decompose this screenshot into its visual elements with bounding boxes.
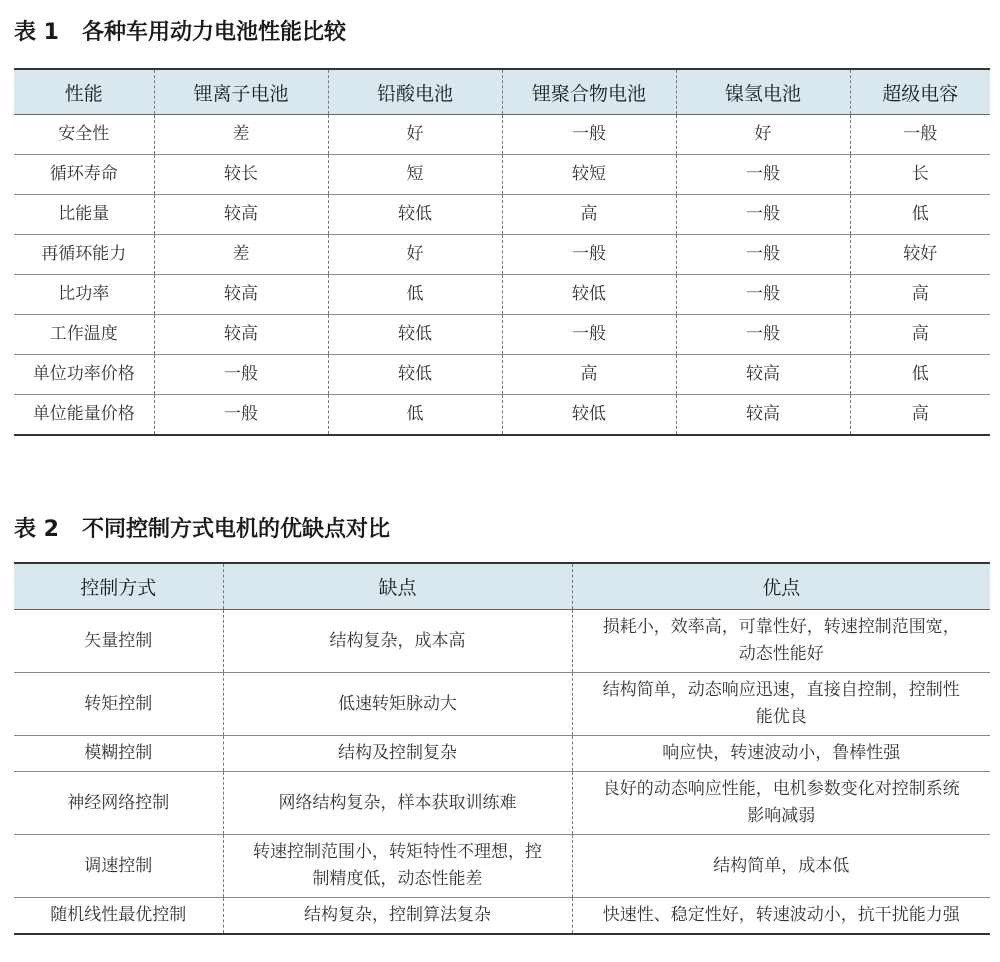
table-cell: 循环寿命 — [14, 155, 154, 195]
table-cell: 神经网络控制 — [14, 772, 223, 835]
table2-header-row — [14, 563, 990, 610]
table-cell: 一般 — [676, 235, 850, 275]
table-row — [14, 736, 990, 772]
table-cell: 低 — [328, 395, 502, 436]
table-cell: 转矩控制 — [14, 673, 223, 736]
table-cell: 低速转矩脉动大 — [223, 673, 572, 736]
table-cell: 单位功率价格 — [14, 355, 154, 395]
table-cell: 好 — [676, 115, 850, 155]
table-cell: 转速控制范围小，转矩特性不理想，控制精度低，动态性能差 — [223, 835, 572, 898]
table-cell: 较低 — [502, 395, 676, 436]
table-cell: 较短 — [502, 155, 676, 195]
table-cell: 差 — [154, 115, 328, 155]
table-cell: 工作温度 — [14, 315, 154, 355]
table-cell: 网络结构复杂，样本获取训练难 — [223, 772, 572, 835]
table-row — [14, 155, 990, 195]
table-cell: 随机线性最优控制 — [14, 898, 223, 935]
table-cell: 一般 — [154, 355, 328, 395]
table-cell: 长 — [850, 155, 990, 195]
table-cell: 好 — [328, 115, 502, 155]
table-cell: 好 — [328, 235, 502, 275]
table1-header-row — [14, 69, 990, 115]
table1-label: 表 1 — [14, 20, 59, 45]
table1-title — [14, 15, 346, 46]
table-cell: 较低 — [502, 275, 676, 315]
table-cell: 模糊控制 — [14, 736, 223, 772]
table-cell: 一般 — [502, 315, 676, 355]
table-cell: 良好的动态响应性能，电机参数变化对控制系统影响减弱 — [572, 772, 990, 835]
table-cell: 响应快，转速波动小，鲁棒性强 — [572, 736, 990, 772]
table-row — [14, 355, 990, 395]
table-cell: 再循环能力 — [14, 235, 154, 275]
table-cell: 结构复杂，成本高 — [223, 610, 572, 673]
table-cell: 结构简单，动态响应迅速，直接自控制，控制性能优良 — [572, 673, 990, 736]
table-cell: 较高 — [676, 395, 850, 436]
table-row — [14, 610, 990, 673]
table-cell: 结构复杂，控制算法复杂 — [223, 898, 572, 935]
table-cell: 较高 — [154, 315, 328, 355]
table-row — [14, 395, 990, 436]
table2-title — [14, 512, 390, 543]
table-row — [14, 673, 990, 736]
table1-header-cell: 铅酸电池 — [328, 69, 502, 115]
table-cell: 单位能量价格 — [14, 395, 154, 436]
table-cell: 损耗小，效率高，可靠性好，转速控制范围宽，动态性能好 — [572, 610, 990, 673]
table1-header-cell: 镍氢电池 — [676, 69, 850, 115]
table-cell: 高 — [850, 315, 990, 355]
table-cell: 较高 — [154, 275, 328, 315]
table-cell: 低 — [328, 275, 502, 315]
table-row — [14, 275, 990, 315]
table-cell: 调速控制 — [14, 835, 223, 898]
battery-comparison-table — [14, 68, 990, 436]
table-cell: 比功率 — [14, 275, 154, 315]
table-row — [14, 772, 990, 835]
table-cell: 一般 — [676, 155, 850, 195]
table1-header-cell: 性能 — [14, 69, 154, 115]
table-cell: 一般 — [676, 275, 850, 315]
table-cell: 快速性、稳定性好，转速波动小，抗干扰能力强 — [572, 898, 990, 935]
table-row — [14, 835, 990, 898]
table1-header-cell: 锂离子电池 — [154, 69, 328, 115]
motor-control-comparison-table — [14, 562, 990, 935]
table-cell: 矢量控制 — [14, 610, 223, 673]
table-cell: 高 — [502, 355, 676, 395]
table-row — [14, 898, 990, 935]
table-cell: 较长 — [154, 155, 328, 195]
table-cell: 较低 — [328, 315, 502, 355]
table-cell: 差 — [154, 235, 328, 275]
table-cell: 结构及控制复杂 — [223, 736, 572, 772]
table-cell: 较低 — [328, 355, 502, 395]
table-row — [14, 235, 990, 275]
table-cell: 一般 — [850, 115, 990, 155]
table-cell: 安全性 — [14, 115, 154, 155]
table2-label: 表 2 — [14, 517, 59, 542]
table-cell: 一般 — [154, 395, 328, 436]
table-cell: 一般 — [676, 315, 850, 355]
table-cell: 一般 — [502, 235, 676, 275]
table1-header-cell: 超级电容 — [850, 69, 990, 115]
table1-caption: 各种车用动力电池性能比较 — [81, 20, 346, 45]
table2-header-cell: 优点 — [572, 563, 990, 610]
table-cell: 比能量 — [14, 195, 154, 235]
table-row — [14, 115, 990, 155]
table-cell: 较好 — [850, 235, 990, 275]
table-row — [14, 195, 990, 235]
table2-header-cell: 控制方式 — [14, 563, 223, 610]
table-cell: 高 — [502, 195, 676, 235]
table-cell: 较低 — [328, 195, 502, 235]
table2-caption: 不同控制方式电机的优缺点对比 — [81, 517, 390, 542]
table-cell: 低 — [850, 195, 990, 235]
table-row — [14, 315, 990, 355]
table-cell: 结构简单，成本低 — [572, 835, 990, 898]
table-cell: 一般 — [502, 115, 676, 155]
table1-header-cell: 锂聚合物电池 — [502, 69, 676, 115]
table-cell: 短 — [328, 155, 502, 195]
table-cell: 一般 — [676, 195, 850, 235]
table-cell: 低 — [850, 355, 990, 395]
table-cell: 高 — [850, 275, 990, 315]
table-cell: 较高 — [676, 355, 850, 395]
table2-header-cell: 缺点 — [223, 563, 572, 610]
table-cell: 高 — [850, 395, 990, 436]
table-cell: 较高 — [154, 195, 328, 235]
